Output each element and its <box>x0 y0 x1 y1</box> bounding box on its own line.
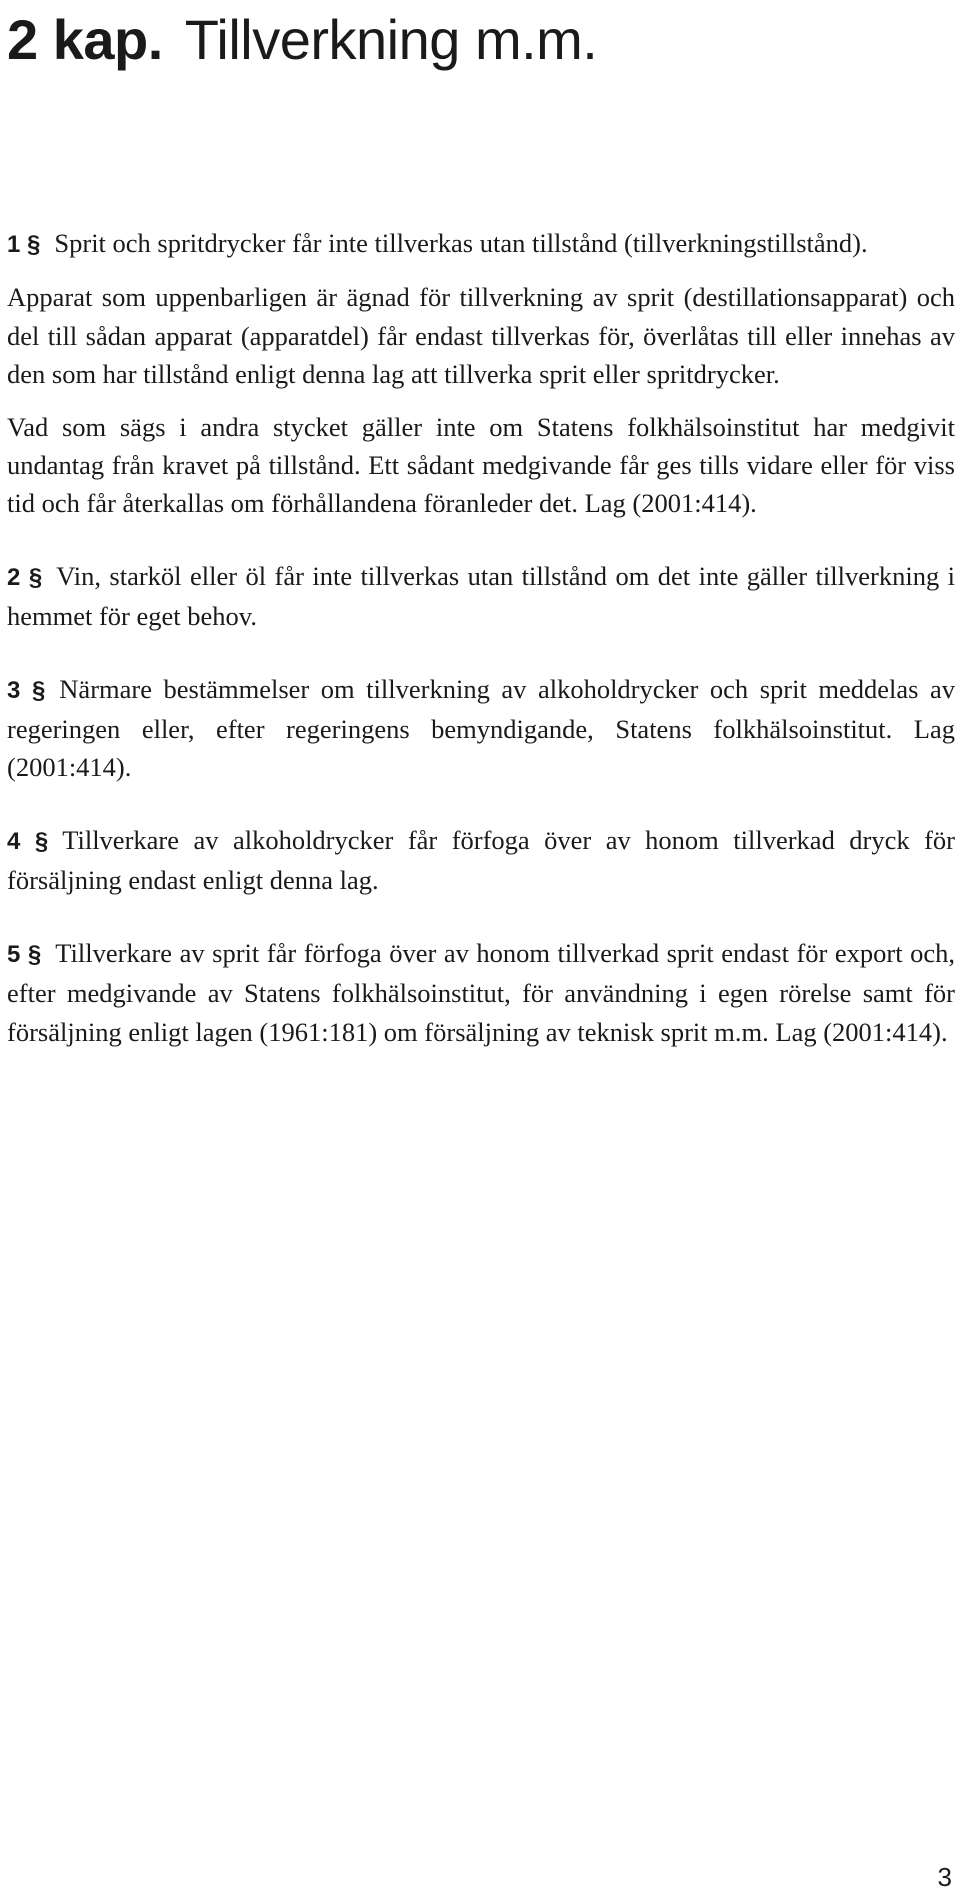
section-1-paragraph-2 <box>7 278 955 393</box>
section-2-paragraph <box>7 557 955 636</box>
section-3-text: Närmare bestämmelser om tillverkning av alkoholdrycker och sprit meddelas av regeringen eller, efter regeringens bemyndigande, Statens folkhälsoinstitut. Lag (2001:414). <box>7 673 955 783</box>
section-3-mark: 3 § <box>7 676 46 704</box>
chapter-title: Tillverkning m.m. <box>184 8 598 71</box>
section-2-text: Vin, starköl eller öl får inte tillverkas utan tillstånd om det inte gäller tillverkning i hemmet för eget behov. <box>7 560 955 632</box>
chapter-body <box>7 224 955 1051</box>
section-4-paragraph <box>7 821 955 900</box>
section-2-mark: 2 § <box>7 563 43 591</box>
section-1-text-2: Apparat som uppenbarligen är ägnad för tillverkning av sprit (destillationsapparat) och del till sådan apparat (apparatdel) får endast tillverkas för, överlåtas till eller innehas av den som har tillstånd enligt denna lag att tillverka sprit eller spritdrycker. <box>7 282 955 390</box>
chapter-heading <box>7 6 597 74</box>
page-number: 3 <box>937 1862 952 1892</box>
section-4-text: Tillverkare av alkoholdrycker får förfoga över av honom tillverkad dryck för försäljning endast enligt denna lag. <box>7 824 955 896</box>
section-1-paragraph-1 <box>7 224 955 264</box>
section-1-mark: 1 § <box>7 231 41 258</box>
section-3-paragraph <box>7 670 955 787</box>
section-1-paragraph-3 <box>7 408 955 523</box>
section-5-mark: 5 § <box>7 940 42 968</box>
section-1-text-1: Sprit och spritdrycker får inte tillverkas utan tillstånd (tillverkningstillstånd). <box>54 228 868 258</box>
chapter-number: 2 kap. <box>7 8 163 71</box>
section-1-text-3: Vad som sägs i andra stycket gäller inte om Statens folkhälsoinstitut har medgivit undantag från kravet på tillstånd. Ett sådant medgivande får ges tills vidare eller för viss tid och får återkallas om förhållandena föranleder det. Lag (2001:414). <box>7 411 955 519</box>
section-5-paragraph <box>7 934 955 1051</box>
section-4-mark: 4 § <box>7 827 49 855</box>
section-5-text: Tillverkare av sprit får förfoga över av honom tillverkad sprit endast för export och, efter medgivande av Statens folkhälsoinstitut, för användning i egen rörelse samt för försäljning enligt lagen (1961:181) om försäljning av teknisk sprit m.m. Lag (2001:414). <box>7 937 956 1047</box>
